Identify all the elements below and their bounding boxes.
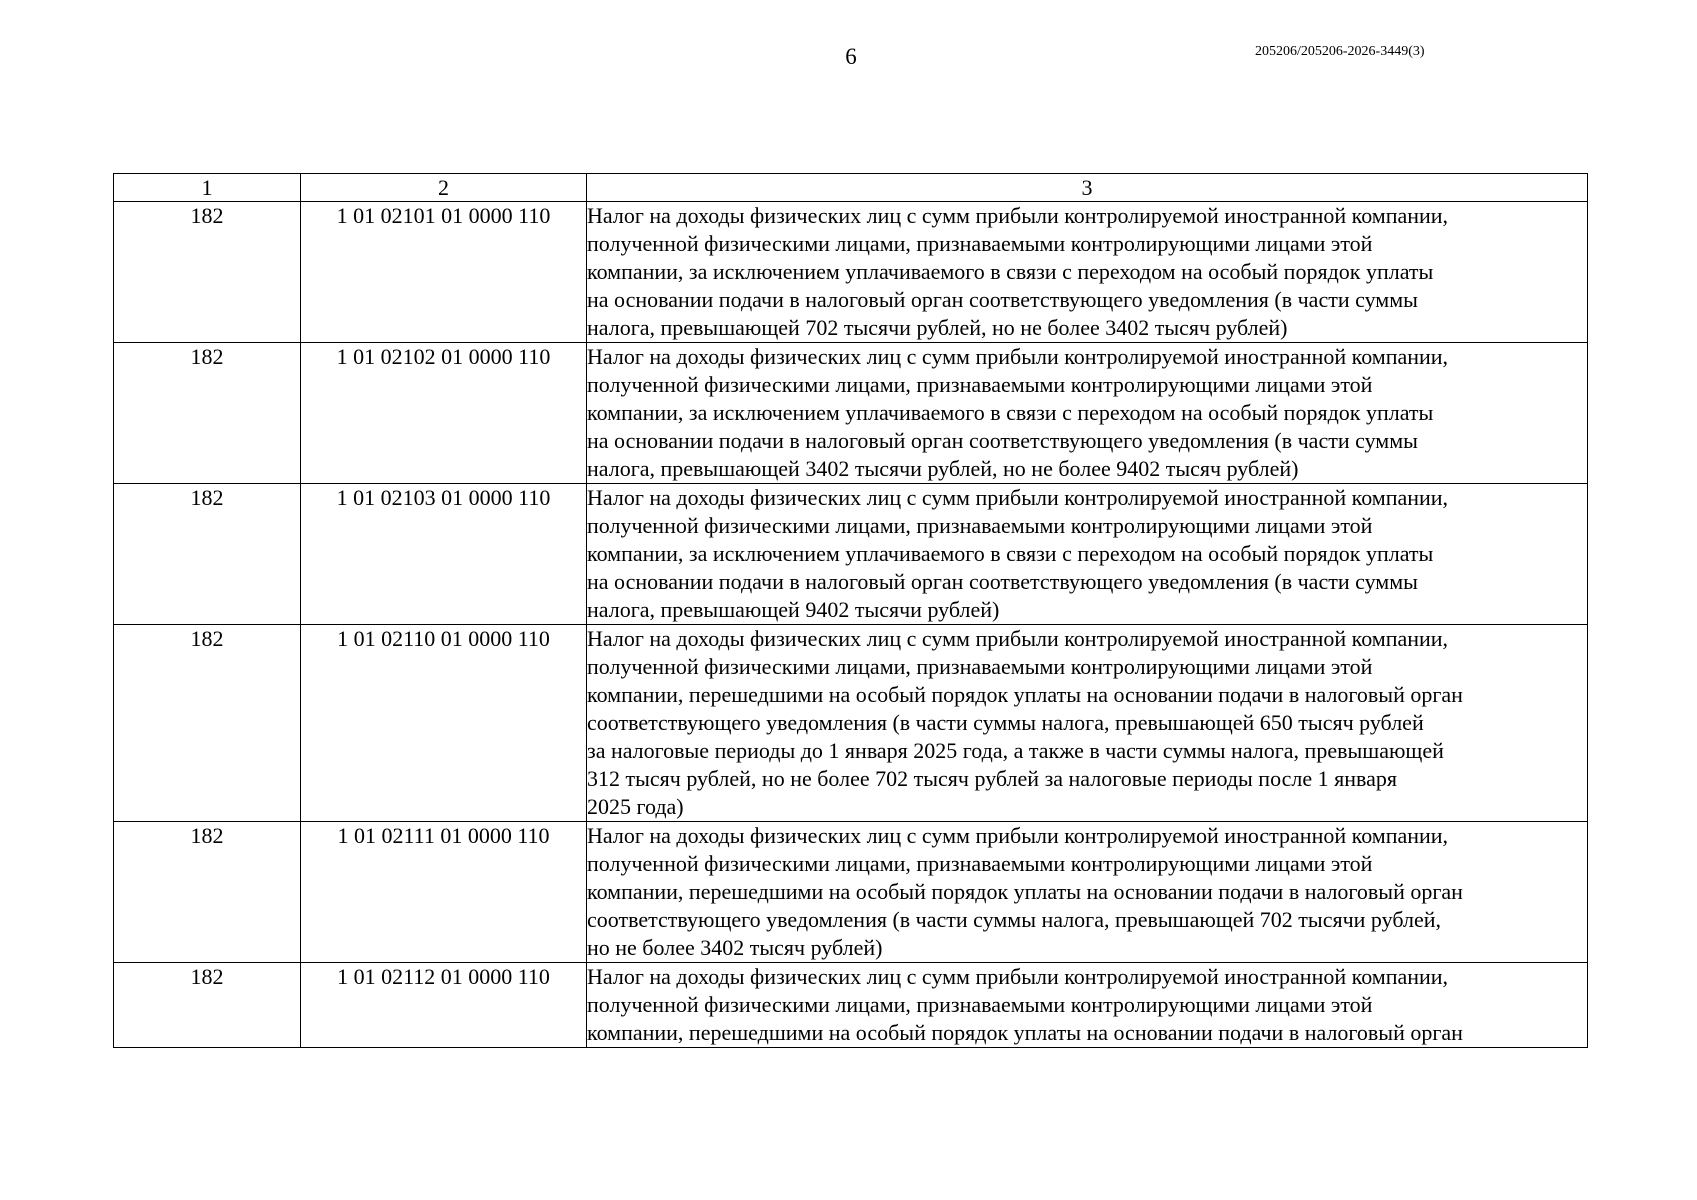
page-number: 6 — [845, 44, 857, 69]
description-line: Налог на доходы физических лиц с сумм прибыли контролируемой иностранной компании, — [587, 626, 1449, 651]
description-line: Налог на доходы физических лиц с сумм прибыли контролируемой иностранной компании, — [587, 823, 1449, 848]
table-row — [114, 625, 1588, 822]
description-line: налога, превышающей 3402 тысячи рублей, но не более 9402 тысяч рублей) — [587, 456, 1299, 481]
description-line: Налог на доходы физических лиц с сумм прибыли контролируемой иностранной компании, — [587, 203, 1449, 228]
description-line: на основании подачи в налоговый орган соответствующего уведомления (в части суммы — [587, 569, 1418, 594]
description-line: но не более 3402 тысяч рублей) — [587, 935, 883, 960]
budget-classification-code-cell: 1 01 02101 01 0000 110 — [301, 202, 587, 343]
description-line: полученной физическими лицами, признаваемыми контролирующими лицами этой — [587, 654, 1373, 679]
budget-classification-code-cell: 1 01 02112 01 0000 110 — [301, 963, 587, 1048]
description-line: налога, превышающей 702 тысячи рублей, но не более 3402 тысяч рублей) — [587, 315, 1288, 340]
description-line: на основании подачи в налоговый орган соответствующего уведомления (в части суммы — [587, 287, 1418, 312]
budget-classification-code-cell: 1 01 02103 01 0000 110 — [301, 484, 587, 625]
description-line: компании, за исключением уплачиваемого в связи с переходом на особый порядок уплаты — [587, 400, 1434, 425]
description-line: Налог на доходы физических лиц с сумм прибыли контролируемой иностранной компании, — [587, 485, 1449, 510]
description-line: за налоговые периоды до 1 января 2025 года, а также в части суммы налога, превышающей — [587, 738, 1444, 763]
description-line: полученной физическими лицами, признаваемыми контролирующими лицами этой — [587, 513, 1373, 538]
description-line: соответствующего уведомления (в части суммы налога, превышающей 650 тысяч рублей — [587, 710, 1424, 735]
administrator-code-cell: 182 — [114, 625, 301, 822]
description-line: 312 тысяч рублей, но не более 702 тысяч рублей за налоговые периоды после 1 января — [587, 766, 1398, 791]
income-description-cell — [587, 963, 1588, 1048]
administrator-code-cell: 182 — [114, 202, 301, 343]
description-line: Налог на доходы физических лиц с сумм прибыли контролируемой иностранной компании, — [587, 964, 1449, 989]
income-description-cell — [587, 202, 1588, 343]
administrator-code-cell: 182 — [114, 963, 301, 1048]
description-line: 2025 года) — [587, 794, 684, 819]
administrator-code-cell: 182 — [114, 343, 301, 484]
description-line: полученной физическими лицами, признаваемыми контролирующими лицами этой — [587, 992, 1373, 1017]
budget-classification-code-cell: 1 01 02110 01 0000 110 — [301, 625, 587, 822]
income-description-cell — [587, 822, 1588, 963]
table-row — [114, 822, 1588, 963]
description-line: Налог на доходы физических лиц с сумм прибыли контролируемой иностранной компании, — [587, 344, 1449, 369]
budget-classification-code-cell: 1 01 02102 01 0000 110 — [301, 343, 587, 484]
description-line: компании, за исключением уплачиваемого в связи с переходом на особый порядок уплаты — [587, 259, 1434, 284]
description-line: на основании подачи в налоговый орган соответствующего уведомления (в части суммы — [587, 428, 1418, 453]
table-row — [114, 202, 1588, 343]
income-description-cell — [587, 484, 1588, 625]
income-description-cell — [587, 343, 1588, 484]
table-row — [114, 484, 1588, 625]
description-line: соответствующего уведомления (в части суммы налога, превышающей 702 тысячи рублей, — [587, 907, 1441, 932]
description-line: компании, за исключением уплачиваемого в связи с переходом на особый порядок уплаты — [587, 541, 1434, 566]
table-body — [114, 202, 1588, 1048]
description-line: полученной физическими лицами, признаваемыми контролирующими лицами этой — [587, 851, 1373, 876]
description-line: налога, превышающей 9402 тысячи рублей) — [587, 597, 1000, 622]
description-line: полученной физическими лицами, признаваемыми контролирующими лицами этой — [587, 231, 1373, 256]
description-line: компании, перешедшими на особый порядок уплаты на основании подачи в налоговый орган — [587, 1020, 1463, 1045]
budget-codes-table — [113, 173, 1588, 1048]
table-row — [114, 343, 1588, 484]
administrator-code-cell: 182 — [114, 822, 301, 963]
column-number-3: 3 — [587, 174, 1588, 202]
table-row — [114, 963, 1588, 1048]
column-number-1: 1 — [114, 174, 301, 202]
budget-classification-code-cell: 1 01 02111 01 0000 110 — [301, 822, 587, 963]
description-line: полученной физическими лицами, признаваемыми контролирующими лицами этой — [587, 372, 1373, 397]
income-description-cell — [587, 625, 1588, 822]
description-line: компании, перешедшими на особый порядок уплаты на основании подачи в налоговый орган — [587, 879, 1463, 904]
document-id: 205206/205206-2026-3449(3) — [1255, 44, 1425, 59]
description-line: компании, перешедшими на особый порядок уплаты на основании подачи в налоговый орган — [587, 682, 1463, 707]
administrator-code-cell: 182 — [114, 484, 301, 625]
column-number-2: 2 — [301, 174, 587, 202]
column-number-row — [114, 174, 1588, 202]
